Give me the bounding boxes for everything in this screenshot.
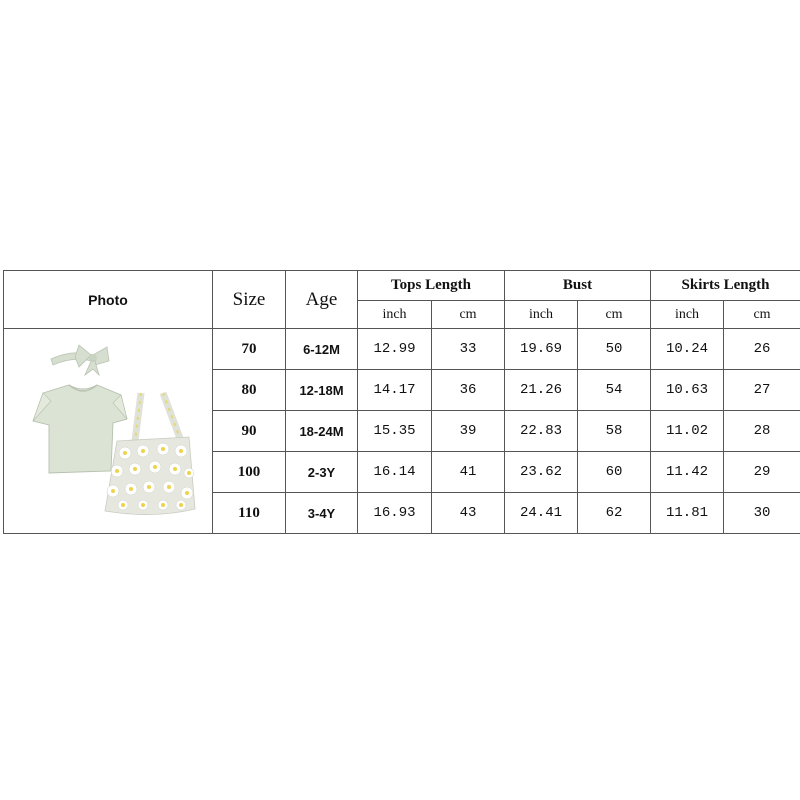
skirt-inch-cell: 10.24 — [651, 329, 724, 370]
product-photo — [4, 329, 213, 534]
bust-cm-cell: 62 — [578, 493, 651, 534]
tops-inch-cell: 15.35 — [358, 411, 432, 452]
tops-inch-cell: 12.99 — [358, 329, 432, 370]
bust-inch-cell: 23.62 — [505, 452, 578, 493]
bust-header: Bust — [505, 271, 651, 301]
size-cell: 90 — [213, 411, 286, 452]
age-cell: 18-24M — [286, 411, 358, 452]
skirt-cm-cell: 30 — [724, 493, 800, 534]
tops-cm-cell: 39 — [432, 411, 505, 452]
tops-inch-cell: 14.17 — [358, 370, 432, 411]
photo-header: Photo — [4, 271, 213, 329]
tops-cm-cell: 43 — [432, 493, 505, 534]
outfit-photo-icon — [13, 341, 203, 521]
tops-cm-cell: 33 — [432, 329, 505, 370]
age-header: Age — [286, 271, 358, 329]
tops-cm-cell: 41 — [432, 452, 505, 493]
age-cell: 6-12M — [286, 329, 358, 370]
size-cell: 110 — [213, 493, 286, 534]
skirt-inch-cell: 11.02 — [651, 411, 724, 452]
table-row — [4, 329, 800, 370]
shirt-icon — [33, 385, 127, 473]
skirt-cm-cell: 28 — [724, 411, 800, 452]
skirt-inch-cell: 11.81 — [651, 493, 724, 534]
bust-inch-cell: 21.26 — [505, 370, 578, 411]
bust-inch-cell: 19.69 — [505, 329, 578, 370]
tops-inch-cell: 16.93 — [358, 493, 432, 534]
age-cell: 2-3Y — [286, 452, 358, 493]
size-cell: 100 — [213, 452, 286, 493]
bust-cm-cell: 60 — [578, 452, 651, 493]
bust-cm-header: cm — [578, 301, 651, 329]
size-chart — [3, 270, 797, 532]
tops-cm-cell: 36 — [432, 370, 505, 411]
skirts-length-header: Skirts Length — [651, 271, 800, 301]
skirt-inch-cell: 10.63 — [651, 370, 724, 411]
age-cell: 12-18M — [286, 370, 358, 411]
size-cell: 70 — [213, 329, 286, 370]
tops-length-header: Tops Length — [358, 271, 505, 301]
tops-cm-header: cm — [432, 301, 505, 329]
skirt-inch-header: inch — [651, 301, 724, 329]
skirt-cm-cell: 29 — [724, 452, 800, 493]
bust-inch-cell: 24.41 — [505, 493, 578, 534]
skirt-cm-header: cm — [724, 301, 800, 329]
tops-inch-header: inch — [358, 301, 432, 329]
age-cell: 3-4Y — [286, 493, 358, 534]
headband-icon — [51, 345, 109, 375]
bust-cm-cell: 54 — [578, 370, 651, 411]
bust-inch-header: inch — [505, 301, 578, 329]
size-cell: 80 — [213, 370, 286, 411]
bust-cm-cell: 50 — [578, 329, 651, 370]
tops-inch-cell: 16.14 — [358, 452, 432, 493]
bust-cm-cell: 58 — [578, 411, 651, 452]
skirt-inch-cell: 11.42 — [651, 452, 724, 493]
skirt-cm-cell: 26 — [724, 329, 800, 370]
bust-inch-cell: 22.83 — [505, 411, 578, 452]
size-header: Size — [213, 271, 286, 329]
header-row — [4, 271, 800, 301]
size-chart-table — [3, 270, 800, 534]
skirt-cm-cell: 27 — [724, 370, 800, 411]
